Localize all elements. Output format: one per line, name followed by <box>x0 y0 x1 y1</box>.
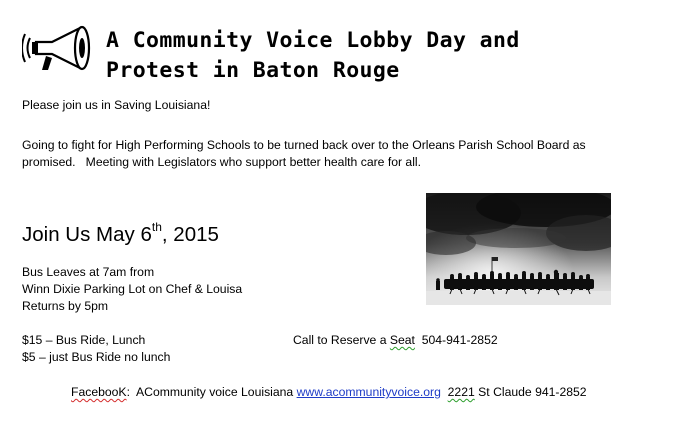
protest-march-photo <box>426 193 611 305</box>
price-option-full: $15 – Bus Ride, Lunch <box>22 333 146 347</box>
facebook-page-name: : ACommunity voice Louisiana <box>126 385 297 399</box>
facebook-label: FacebooK <box>71 385 127 399</box>
reserve-info <box>293 333 498 348</box>
join-prefix: Join Us May 6 <box>22 222 152 246</box>
reserve-seat-word: Seat <box>389 333 415 347</box>
join-ordinal: th <box>151 220 162 234</box>
address-space <box>441 385 448 399</box>
reserve-prefix: Call to Reserve a <box>293 333 390 347</box>
megaphone-icon <box>22 22 98 78</box>
price-option-bus-only: $5 – just Bus Ride no lunch <box>22 350 171 364</box>
event-date-heading <box>22 222 219 247</box>
bus-departure-location: Winn Dixie Parking Lot on Chef & Louisa <box>22 282 243 296</box>
page-title-line-2: Protest in Baton Rouge <box>106 58 400 83</box>
intro-heading: Please join us in Saving Louisiana! <box>22 98 211 112</box>
address-rest: St Claude 941-2852 <box>474 385 587 399</box>
bus-departure-time: Bus Leaves at 7am from <box>22 265 155 279</box>
join-year: , 2015 <box>161 222 219 246</box>
intro-paragraph-line-1: Going to fight for High Performing Schools to be turned back over to the Orleans Parish School Board as <box>22 138 586 152</box>
footer-contact <box>71 385 587 400</box>
intro-paragraph-line-2: promised. Meeting with Legislators who support better health care for all. <box>22 155 422 169</box>
address-number: 2221 <box>447 385 475 399</box>
page-title-line-1: A Community Voice Lobby Day and <box>106 28 520 53</box>
bus-return-time: Returns by 5pm <box>22 299 109 313</box>
reserve-phone: 504-941-2852 <box>414 333 498 347</box>
website-link[interactable]: www.acommunityvoice.org <box>296 385 441 399</box>
